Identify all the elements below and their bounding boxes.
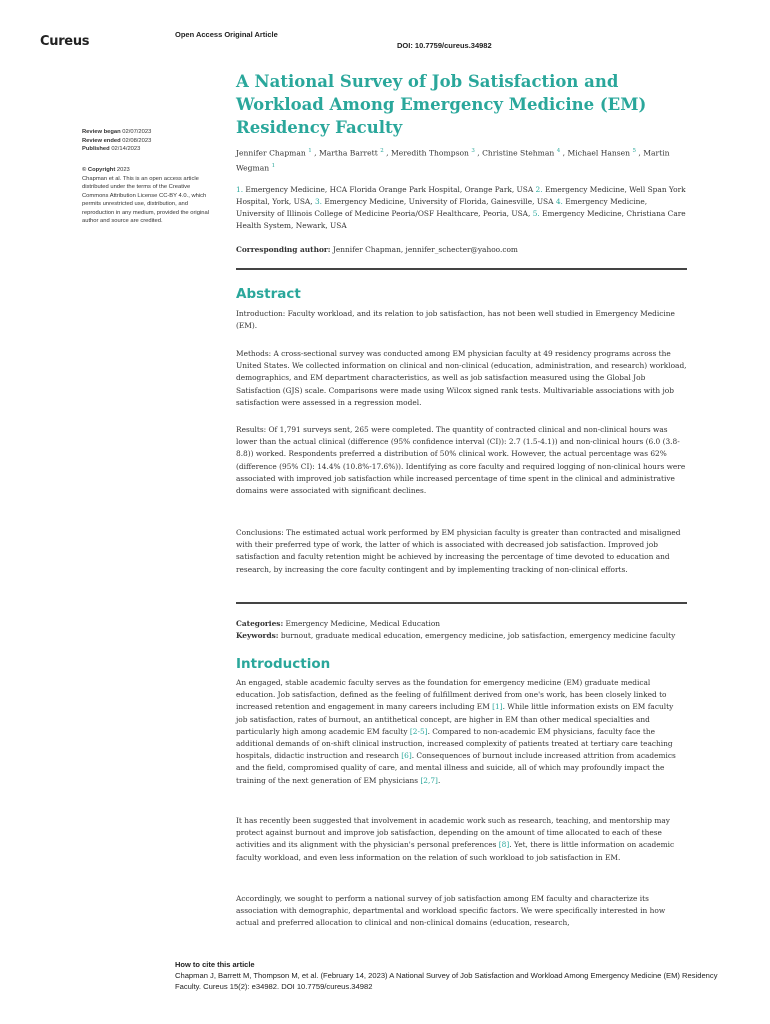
article-type-label: Open Access Original Article [175,30,278,39]
paragraph-text: It has recently been suggested that involvement in academic work such as research, teaching, and mentorship may protect against burnout and improve job satisfaction, depending on the amount of time allocated to each of these activities and its alignment with the physician's personal preferences [236,816,670,850]
paragraph-text: . While little information exists on EM faculty job satisfaction, rates of burnout, an antithetical concept, are higher in EM than other medical specialties and particularly high among academic EM faculty [236,702,674,736]
copyright-year: 2023 [116,167,130,173]
review-ended-label: Review ended [82,137,121,144]
affiliation-text: Emergency Medicine, University of Florida, Gainesville, USA [324,197,554,206]
introduction-paragraph-3: Accordingly, we sought to perform a national survey of job satisfaction among EM faculty and characterize its association with demographic, departmental and workload specific factors. We were specifically interested in how actual and preferred allocation to clinical and non-clinical domains (education, research, [236,894,666,928]
author-name[interactable]: Christine Stehman [482,148,555,158]
author-affiliation-ref[interactable]: 1 [271,163,276,170]
license-text: Chapman et al. This is an open access article distributed under the terms of the Creative Commons Attribution License CC-BY 4.0., which permits unrestricted use, distribution, and reproduction in any medium, provided the original author and source are credited. [82,175,209,224]
section-divider [236,268,687,270]
section-divider [236,602,687,604]
published-label: Published [82,146,110,152]
citation-link[interactable]: [2,7] [420,775,438,785]
citation-link[interactable]: [8] [498,840,510,850]
journal-logo: Cureus [40,34,90,49]
paragraph-text: . Compared to non-academic EM physicians, faculty face the additional demands of on-shift clinical instruction, increased complexity of patients treated at tertiary care teaching hospitals, didactic instruction and research [236,726,673,761]
abstract-conclusions: Conclusions: The estimated actual work performed by EM physician faculty is greater than contracted and misaligned with their preferred type of work, the latter of which is associated with decreased job satisfaction. Improved job satisfaction and faculty retention might be achieved by increasing the percentage of time devoted to education and research, by increasing the core faculty contingent and by implementing tracking of non-clinical efforts. [236,528,681,574]
affiliation-list: 1. Emergency Medicine, HCA Florida Orange Park Hospital, Orange Park, USA 2. Emergency Medicine, Well Span York Hospital, York, USA, 3. Emergency Medicine, University of Florida, Gainesville, USA 4. Emergency Medicine, University of Illinois College of Medicine Peoria/OSF Healthcare, Peoria, USA, 5. Emergency Medicine, Christiana Care Health System, Newark, USA [236,185,686,230]
keywords-label: Keywords: [236,631,279,640]
copyright-label: © Copyright [82,167,116,173]
introduction-paragraph-1 [236,677,687,787]
affiliation-number: 3. [314,197,323,206]
corresponding-author-label: Corresponding author: [236,245,331,254]
review-began-label: Review began [82,129,121,135]
affiliation-number: 4. [555,197,563,206]
affiliation-number: 2. [535,185,543,194]
affiliation-number: 5. [532,209,540,218]
corresponding-author [236,245,688,254]
author-name[interactable]: Jennifer Chapman [236,148,306,158]
copyright-block [82,166,217,226]
introduction-paragraph-2 [236,815,687,864]
paragraph-text: . Consequences of burnout include increased attrition from academics and the field, compromised quality of care, and mental illness and suicide, all of which may profoundly impact the training of the next generation of EM physicians [236,751,676,785]
author-name[interactable]: Meredith Thompson [390,148,469,158]
abstract-results: Results: Of 1,791 surveys sent, 265 were completed. The quantity of contracted clinical and non-clinical hours was lower than the actual clinical (difference (95% confidence interval (CI)): 2.7 (1.5-4.1)) and non-clinical hours (6.0 (3.8-8.8)) worked. Respondents preferred a distribution of 50% clinical work. However, the actual percentage was 62% (difference (95% CI): 14.4% (10.8%-17.6%)). Identifying as core faculty and required logging of non-clinical hours were associated with improved job satisfaction while increased percentage of time spent in the clinical and administrative domains were associated with significant declines. [236,425,686,496]
categories [236,618,687,630]
author-affiliation-ref[interactable]: 4 [556,148,561,154]
review-dates [82,128,217,154]
categories-label: Categories: [236,619,284,628]
abstract-methods: Methods: A cross-sectional survey was conducted among EM physician faculty at 49 residency programs across the United States. We collected information on clinical and non-clinical (education, administration, and research) workload, demographics, and EM department characteristics, as well as job satisfaction measured using the Global Job Satisfaction (GJS) scale. Comparisons were made using Wilcox signed rank tests. Multivariable associations with job satisfaction were assessed in a regression model. [236,349,687,407]
keywords [236,630,687,642]
author-name[interactable]: Martha Barrett [318,148,378,158]
author-list: Jennifer Chapman $^1$ , Martha Barrett $^2$ , Meredith Thompson $^3$ , Christine Stehman $^4$ , Michael Hansen $^5$ , Martin Wegman $^1$ [236,148,670,173]
keywords-text: burnout, graduate medical education, emergency medicine, job satisfaction, emergency medicine faculty [280,631,676,640]
abstract-introduction: Introduction: Faculty workload, and its relation to job satisfaction, has not been well studied in Emergency Medicine (EM). [236,309,675,331]
author-affiliation-ref[interactable]: 2 [380,148,384,154]
affiliation-text: Emergency Medicine, HCA Florida Orange Park Hospital, Orange Park, USA [245,185,534,194]
author-name[interactable]: Michael Hansen [567,148,631,158]
review-began-date: 02/07/2023 [122,129,152,135]
how-to-cite-text: Chapman J, Barrett M, Thompson M, et al. (February 14, 2023) A National Survey of Job Satisfaction and Workload Among Emergency Medicine (EM) Residency Faculty. Cureus 15(2): e34982. DOI 10.7759/cureus.34982 [175,971,718,991]
review-ended-date: 02/08/2023 [122,137,152,144]
paragraph-text: An engaged, stable academic faculty serves as the foundation for emergency medicine (EM) graduate medical education. Job satisfaction, defined as the feeling of fulfillment derived from one's work, has been closely linked to increased retention and engagement in many careers including EM [236,678,667,712]
author-affiliation-ref[interactable]: 1 [308,148,312,154]
paragraph-text: . [437,775,441,785]
citation-link[interactable]: [1] [492,702,503,712]
affiliation-text: Emergency Medicine, Well Span York Hospital, York, USA [236,185,686,206]
doi-label[interactable]: DOI: 10.7759/cureus.34982 [397,41,492,50]
author-affiliation-ref[interactable]: 5 [632,148,636,154]
affiliation-number: 1. [236,185,244,194]
categories-text: Emergency Medicine, Medical Education [285,619,441,628]
article-title: A National Survey of Job Satisfaction and Workload Among Emergency Medicine (EM) Residency Faculty [236,72,647,137]
affiliation-text: Emergency Medicine, University of Illinois College of Medicine Peoria/OSF Healthcare, Peoria, USA [236,197,648,218]
corresponding-author-contact[interactable]: Jennifer Chapman, jennifer_schecter@yahoo.com [332,245,518,254]
citation-link[interactable]: [6] [401,751,412,761]
abstract-heading: Abstract [236,286,301,302]
paragraph-text: . Yet, there is little information on academic faculty workload, and even less information on the relation of such workload to job satisfaction in EM. [236,840,675,862]
published-date: 02/14/2023 [111,146,141,152]
how-to-cite-heading: How to cite this article [175,960,255,969]
citation-link[interactable]: [2-5] [409,726,428,736]
affiliation-text: Emergency Medicine, Christiana Care Health System, Newark, USA [236,209,686,230]
author-name[interactable]: Martin Wegman [236,148,670,173]
introduction-heading: Introduction [236,656,331,672]
author-affiliation-ref[interactable]: 3 [471,148,475,154]
